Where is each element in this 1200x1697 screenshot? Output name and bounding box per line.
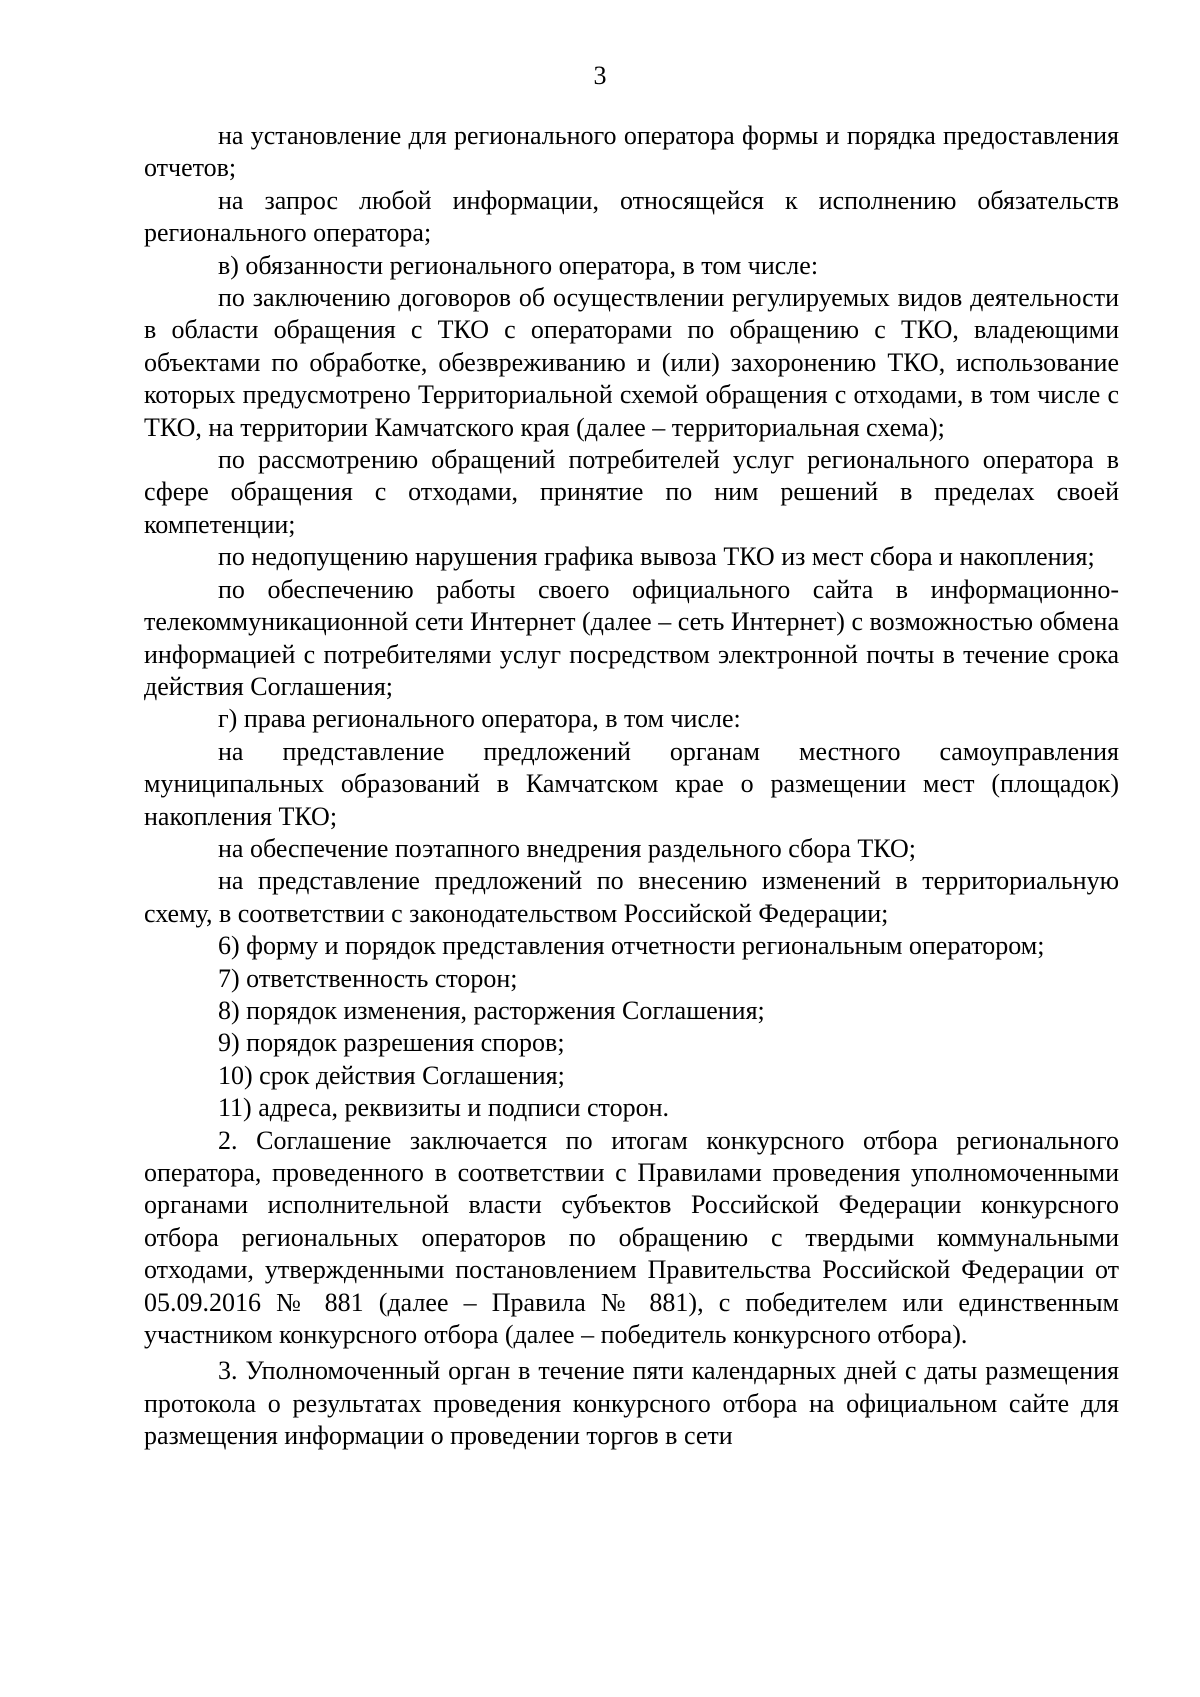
paragraph: по обеспечению работы своего официального сайта в информационно-телекоммуникационной сети Интернет (далее – сеть Интернет) с возможностью обмена информацией с потребителями услуг посредством электронной почты в течение срока действия Соглашения;	[144, 574, 1119, 701]
list-item: 11) адреса, реквизиты и подписи сторон.	[218, 1093, 669, 1123]
paragraph: в) обязанности регионального оператора, в том числе:	[218, 250, 819, 280]
paragraph: на представление предложений органам местного самоуправления муниципальных образований в Камчатском крае о размещении мест (площадок) накопления ТКО;	[144, 736, 1119, 831]
list-item: 10) срок действия Соглашения;	[218, 1060, 565, 1090]
paragraph: на представление предложений по внесению изменений в территориальную схему, в соответствии с законодательством Российской Федерации;	[144, 866, 1119, 928]
list-item: 6) форму и порядок представления отчетности региональным оператором;	[218, 931, 1045, 961]
paragraph: на запрос любой информации, относящейся к исполнению обязательств регионального оператора;	[144, 185, 1119, 248]
paragraph: на установление для регионального оператора формы и порядка предоставления отчетов;	[144, 121, 1119, 183]
list-item: 8) порядок изменения, расторжения Соглашения;	[218, 995, 765, 1025]
numbered-clause: 3. Уполномоченный орган в течение пяти календарных дней с даты размещения протокола о результатах проведения конкурсного отбора на официальном сайте для размещения информации о проведении торгов в сети	[144, 1356, 1119, 1451]
document-body	[144, 120, 1119, 1453]
paragraph: по рассмотрению обращений потребителей услуг регионального оператора в сфере обращения с отходами, принятие по ним решений в пределах своей компетенции;	[144, 445, 1119, 539]
paragraph: по заключению договоров об осуществлении регулируемых видов деятельности в области обращения с ТКО с операторами по обращению с ТКО, владеющими объектами по обработке, обезвреживанию и (или) захоронению ТКО, использование которых предусмотрено Территориальной схемой обращения с отходами, в том числе с ТКО, на территории Камчатского края (далее – территориальная схема);	[144, 283, 1119, 442]
paragraph: по недопущению нарушения графика вывоза ТКО из мест сбора и накопления;	[218, 542, 1095, 572]
paragraph: г) права регионального оператора, в том числе:	[218, 704, 741, 734]
list-item: 9) порядок разрешения споров;	[218, 1028, 565, 1058]
page-number: 3	[593, 61, 607, 90]
list-item: 7) ответственность сторон;	[218, 963, 518, 993]
numbered-clause: 2. Соглашение заключается по итогам конкурсного отбора регионального оператора, проведенного в соответствии с Правилами проведения уполномоченными органами исполнительной власти субъектов Российской Федерации конкурсного отбора региональных операторов по обращению с твердыми коммунальными отходами, утвержденными постановлением Правительства Российской Федерации от 05.09.2016 № 881 (далее – Правила № 881), с победителем или единственным участником конкурсного отбора (далее – победитель конкурсного отбора).	[144, 1125, 1119, 1350]
paragraph: на обеспечение поэтапного внедрения раздельного сбора ТКО;	[218, 833, 916, 863]
